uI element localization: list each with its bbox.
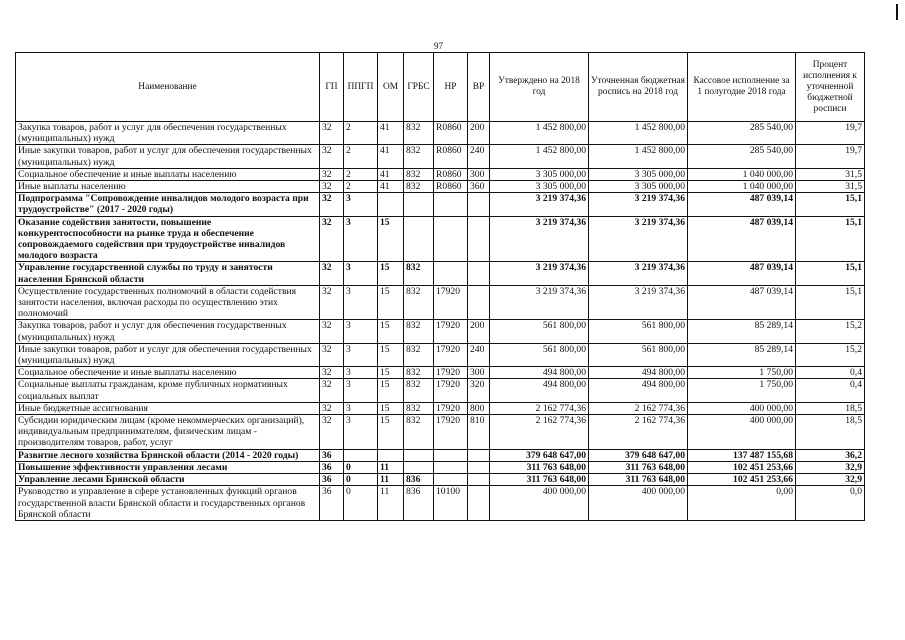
header-grbs: ГРБС xyxy=(404,53,434,122)
cell-name: Руководство и управление в сфере установленных функций органов государственной власти Брянской области и государственных органов Брянской области xyxy=(16,486,320,521)
table-body xyxy=(16,122,865,521)
cell-gp: 32 xyxy=(320,415,344,450)
cell-ppgp xyxy=(344,449,378,461)
cell-name: Развитие лесного хозяйства Брянской области (2014 - 2020 годы) xyxy=(16,449,320,461)
cell-ppgp: 2 xyxy=(344,145,378,168)
cell-om: 15 xyxy=(378,320,404,343)
cell-ppgp: 3 xyxy=(344,402,378,414)
cell-vr xyxy=(468,262,490,285)
cell-vr: 200 xyxy=(468,320,490,343)
cell-revised: 561 800,00 xyxy=(589,343,688,366)
table-row xyxy=(16,367,865,379)
cell-gp: 32 xyxy=(320,379,344,402)
cell-cash: 85 289,14 xyxy=(688,343,796,366)
cell-vr: 300 xyxy=(468,168,490,180)
cell-approved: 494 800,00 xyxy=(490,379,589,402)
cell-percent: 15,1 xyxy=(796,216,865,262)
cell-gp: 32 xyxy=(320,367,344,379)
cell-name: Иные выплаты населению xyxy=(16,181,320,193)
cell-cash: 1 750,00 xyxy=(688,379,796,402)
cell-om: 41 xyxy=(378,145,404,168)
cell-approved: 3 305 000,00 xyxy=(490,181,589,193)
cell-name: Социальные выплаты гражданам, кроме публичных нормативных социальных выплат xyxy=(16,379,320,402)
cell-cash: 1 040 000,00 xyxy=(688,168,796,180)
cell-percent: 0,4 xyxy=(796,367,865,379)
cell-grbs: 832 xyxy=(404,181,434,193)
cell-grbs: 836 xyxy=(404,474,434,486)
cell-gp: 32 xyxy=(320,285,344,320)
cell-om: 41 xyxy=(378,168,404,180)
cell-cash: 285 540,00 xyxy=(688,145,796,168)
table-row xyxy=(16,216,865,262)
cell-percent: 31,5 xyxy=(796,168,865,180)
cell-om: 15 xyxy=(378,367,404,379)
cell-cash: 1 040 000,00 xyxy=(688,181,796,193)
cell-vr: 320 xyxy=(468,379,490,402)
cell-revised: 379 648 647,00 xyxy=(589,449,688,461)
cell-approved: 3 219 374,36 xyxy=(490,285,589,320)
cell-nr: 17920 xyxy=(434,402,468,414)
cell-om: 15 xyxy=(378,343,404,366)
cell-percent: 36,2 xyxy=(796,449,865,461)
cell-om: 41 xyxy=(378,122,404,145)
cell-cash: 0,00 xyxy=(688,486,796,521)
cell-approved: 561 800,00 xyxy=(490,320,589,343)
cell-cash: 487 039,14 xyxy=(688,285,796,320)
cell-approved: 1 452 800,00 xyxy=(490,122,589,145)
cell-ppgp: 3 xyxy=(344,262,378,285)
cell-ppgp: 0 xyxy=(344,461,378,473)
cell-vr xyxy=(468,486,490,521)
cell-gp: 32 xyxy=(320,402,344,414)
cell-vr xyxy=(468,449,490,461)
cell-name: Иные бюджетные ассигнования xyxy=(16,402,320,414)
cell-approved: 3 219 374,36 xyxy=(490,216,589,262)
page-number: 97 xyxy=(434,41,443,51)
cell-gp: 32 xyxy=(320,168,344,180)
cell-vr: 240 xyxy=(468,343,490,366)
cell-ppgp: 3 xyxy=(344,367,378,379)
cell-name: Социальное обеспечение и иные выплаты населению xyxy=(16,367,320,379)
table-row xyxy=(16,181,865,193)
cell-grbs: 832 xyxy=(404,367,434,379)
cell-revised: 561 800,00 xyxy=(589,320,688,343)
cell-nr: R0860 xyxy=(434,181,468,193)
cell-name: Иные закупки товаров, работ и услуг для обеспечения государственных (муниципальных) нужд xyxy=(16,343,320,366)
cell-gp: 32 xyxy=(320,122,344,145)
cell-ppgp: 3 xyxy=(344,320,378,343)
cell-gp: 32 xyxy=(320,216,344,262)
table-row xyxy=(16,474,865,486)
cell-grbs: 836 xyxy=(404,486,434,521)
cell-approved: 2 162 774,36 xyxy=(490,415,589,450)
cell-nr: 17920 xyxy=(434,320,468,343)
header-row xyxy=(16,53,865,122)
cell-percent: 15,2 xyxy=(796,343,865,366)
cell-nr: 17920 xyxy=(434,367,468,379)
cell-cash: 487 039,14 xyxy=(688,262,796,285)
table-row xyxy=(16,193,865,216)
cell-om: 11 xyxy=(378,461,404,473)
cell-cash: 137 487 155,68 xyxy=(688,449,796,461)
table-row xyxy=(16,145,865,168)
cell-om: 41 xyxy=(378,181,404,193)
budget-execution-table xyxy=(15,52,865,521)
cell-om: 11 xyxy=(378,474,404,486)
cell-nr: 17920 xyxy=(434,415,468,450)
cell-ppgp: 2 xyxy=(344,122,378,145)
cell-revised: 494 800,00 xyxy=(589,367,688,379)
cell-approved: 3 305 000,00 xyxy=(490,168,589,180)
cell-cash: 85 289,14 xyxy=(688,320,796,343)
cell-om: 15 xyxy=(378,285,404,320)
cell-nr xyxy=(434,461,468,473)
cell-grbs: 832 xyxy=(404,145,434,168)
cell-ppgp: 0 xyxy=(344,486,378,521)
header-ppgp: ППГП xyxy=(344,53,378,122)
cell-vr: 360 xyxy=(468,181,490,193)
cell-vr xyxy=(468,474,490,486)
cell-name: Управление лесами Брянской области xyxy=(16,474,320,486)
cell-percent: 18,5 xyxy=(796,415,865,450)
cell-name: Иные закупки товаров, работ и услуг для обеспечения государственных (муниципальных) нужд xyxy=(16,145,320,168)
cell-gp: 36 xyxy=(320,486,344,521)
cell-nr: 10100 xyxy=(434,486,468,521)
cell-revised: 1 452 800,00 xyxy=(589,122,688,145)
cell-percent: 32,9 xyxy=(796,461,865,473)
cell-nr xyxy=(434,449,468,461)
table-row xyxy=(16,449,865,461)
cell-name: Субсидии юридическим лицам (кроме некоммерческих организаций), индивидуальным предпринимателям, физическим лицам - производителям товаров, работ, услуг xyxy=(16,415,320,450)
cell-revised: 311 763 648,00 xyxy=(589,474,688,486)
cell-cash: 487 039,14 xyxy=(688,193,796,216)
cell-approved: 379 648 647,00 xyxy=(490,449,589,461)
cell-approved: 2 162 774,36 xyxy=(490,402,589,414)
cell-name: Повышение эффективности управления лесами xyxy=(16,461,320,473)
cell-nr: 17920 xyxy=(434,343,468,366)
header-om: ОМ xyxy=(378,53,404,122)
cell-nr: R0860 xyxy=(434,122,468,145)
cell-om xyxy=(378,193,404,216)
cell-cash: 102 451 253,66 xyxy=(688,474,796,486)
cell-ppgp: 3 xyxy=(344,285,378,320)
cell-nr xyxy=(434,193,468,216)
cell-percent: 15,1 xyxy=(796,285,865,320)
cell-name: Управление государственной службы по труду и занятости населения Брянской области xyxy=(16,262,320,285)
cell-vr xyxy=(468,193,490,216)
cell-approved: 311 763 648,00 xyxy=(490,461,589,473)
cell-cash: 487 039,14 xyxy=(688,216,796,262)
cell-revised: 3 305 000,00 xyxy=(589,168,688,180)
header-revised: Уточненная бюджетная роспись на 2018 год xyxy=(589,53,688,122)
header-gp: ГП xyxy=(320,53,344,122)
cell-vr: 200 xyxy=(468,122,490,145)
cell-cash: 400 000,00 xyxy=(688,415,796,450)
header-vr: ВР xyxy=(468,53,490,122)
cell-nr: R0860 xyxy=(434,168,468,180)
cell-vr: 300 xyxy=(468,367,490,379)
cell-ppgp: 0 xyxy=(344,474,378,486)
cell-gp: 32 xyxy=(320,193,344,216)
cell-grbs: 832 xyxy=(404,320,434,343)
table-row xyxy=(16,379,865,402)
cell-vr xyxy=(468,461,490,473)
cell-grbs: 832 xyxy=(404,122,434,145)
cell-grbs: 832 xyxy=(404,168,434,180)
cell-revised: 3 219 374,36 xyxy=(589,193,688,216)
cell-approved: 3 219 374,36 xyxy=(490,262,589,285)
cell-ppgp: 3 xyxy=(344,379,378,402)
cell-nr: R0860 xyxy=(434,145,468,168)
cell-approved: 3 219 374,36 xyxy=(490,193,589,216)
cell-name: Социальное обеспечение и иные выплаты населению xyxy=(16,168,320,180)
cell-gp: 32 xyxy=(320,262,344,285)
cell-name: Осуществление государственных полномочий в области содействия занятости населения, включая расходы по осуществлению этих полномочий xyxy=(16,285,320,320)
cell-om: 15 xyxy=(378,402,404,414)
cell-revised: 3 219 374,36 xyxy=(589,285,688,320)
header-cash: Кассовое исполнение за 1 полугодие 2018 года xyxy=(688,53,796,122)
cell-gp: 36 xyxy=(320,461,344,473)
cell-cash: 1 750,00 xyxy=(688,367,796,379)
cell-grbs xyxy=(404,216,434,262)
cell-cash: 102 451 253,66 xyxy=(688,461,796,473)
cell-percent: 19,7 xyxy=(796,145,865,168)
cell-om xyxy=(378,449,404,461)
cell-vr: 800 xyxy=(468,402,490,414)
table-row xyxy=(16,343,865,366)
cell-name: Закупка товаров, работ и услуг для обеспечения государственных (муниципальных) нужд xyxy=(16,122,320,145)
table-row xyxy=(16,168,865,180)
cell-revised: 2 162 774,36 xyxy=(589,402,688,414)
cell-ppgp: 3 xyxy=(344,343,378,366)
cell-approved: 311 763 648,00 xyxy=(490,474,589,486)
margin-mark xyxy=(896,4,898,20)
cell-grbs: 832 xyxy=(404,262,434,285)
cell-gp: 32 xyxy=(320,181,344,193)
cell-gp: 36 xyxy=(320,474,344,486)
cell-nr: 17920 xyxy=(434,379,468,402)
cell-om: 15 xyxy=(378,415,404,450)
cell-vr xyxy=(468,216,490,262)
cell-nr: 17920 xyxy=(434,285,468,320)
cell-grbs: 832 xyxy=(404,402,434,414)
cell-grbs xyxy=(404,461,434,473)
table-row xyxy=(16,285,865,320)
cell-nr xyxy=(434,262,468,285)
header-name: Наименование xyxy=(16,53,320,122)
cell-grbs: 832 xyxy=(404,379,434,402)
cell-ppgp: 3 xyxy=(344,415,378,450)
cell-ppgp: 3 xyxy=(344,216,378,262)
cell-percent: 19,7 xyxy=(796,122,865,145)
cell-om: 15 xyxy=(378,379,404,402)
cell-nr xyxy=(434,216,468,262)
cell-percent: 18,5 xyxy=(796,402,865,414)
cell-name: Подпрограмма "Сопровождение инвалидов молодого возраста при трудоустройстве" (2017 - 2020 годы) xyxy=(16,193,320,216)
cell-percent: 0,0 xyxy=(796,486,865,521)
cell-approved: 1 452 800,00 xyxy=(490,145,589,168)
cell-revised: 3 305 000,00 xyxy=(589,181,688,193)
cell-vr xyxy=(468,285,490,320)
cell-revised: 2 162 774,36 xyxy=(589,415,688,450)
table-row xyxy=(16,262,865,285)
cell-vr: 810 xyxy=(468,415,490,450)
header-approved: Утверждено на 2018 год xyxy=(490,53,589,122)
cell-percent: 15,2 xyxy=(796,320,865,343)
cell-cash: 285 540,00 xyxy=(688,122,796,145)
cell-revised: 1 452 800,00 xyxy=(589,145,688,168)
cell-percent: 32,9 xyxy=(796,474,865,486)
cell-revised: 3 219 374,36 xyxy=(589,216,688,262)
cell-grbs: 832 xyxy=(404,343,434,366)
table-row xyxy=(16,461,865,473)
cell-percent: 0,4 xyxy=(796,379,865,402)
cell-om: 15 xyxy=(378,262,404,285)
cell-gp: 36 xyxy=(320,449,344,461)
cell-revised: 311 763 648,00 xyxy=(589,461,688,473)
cell-percent: 15,1 xyxy=(796,193,865,216)
cell-approved: 400 000,00 xyxy=(490,486,589,521)
cell-percent: 31,5 xyxy=(796,181,865,193)
table-row xyxy=(16,402,865,414)
cell-om: 11 xyxy=(378,486,404,521)
cell-approved: 561 800,00 xyxy=(490,343,589,366)
cell-gp: 32 xyxy=(320,145,344,168)
cell-ppgp: 3 xyxy=(344,193,378,216)
header-percent: Процент исполнения к уточненной бюджетной росписи xyxy=(796,53,865,122)
cell-percent: 15,1 xyxy=(796,262,865,285)
cell-revised: 494 800,00 xyxy=(589,379,688,402)
cell-grbs: 832 xyxy=(404,285,434,320)
cell-nr xyxy=(434,474,468,486)
cell-om: 15 xyxy=(378,216,404,262)
table-row xyxy=(16,415,865,450)
cell-gp: 32 xyxy=(320,343,344,366)
cell-approved: 494 800,00 xyxy=(490,367,589,379)
cell-vr: 240 xyxy=(468,145,490,168)
cell-revised: 3 219 374,36 xyxy=(589,262,688,285)
table-row xyxy=(16,320,865,343)
cell-gp: 32 xyxy=(320,320,344,343)
cell-name: Закупка товаров, работ и услуг для обеспечения государственных (муниципальных) нужд xyxy=(16,320,320,343)
cell-grbs xyxy=(404,449,434,461)
header-nr: НР xyxy=(434,53,468,122)
cell-ppgp: 2 xyxy=(344,168,378,180)
table-row xyxy=(16,122,865,145)
cell-cash: 400 000,00 xyxy=(688,402,796,414)
cell-revised: 400 000,00 xyxy=(589,486,688,521)
cell-grbs: 832 xyxy=(404,415,434,450)
cell-ppgp: 2 xyxy=(344,181,378,193)
table-row xyxy=(16,486,865,521)
cell-name: Оказание содействия занятости, повышение конкурентоспособности на рынке труда и обеспечение сопровождаемого содействия при трудоустройстве инвалидов молодого возраста xyxy=(16,216,320,262)
cell-grbs xyxy=(404,193,434,216)
